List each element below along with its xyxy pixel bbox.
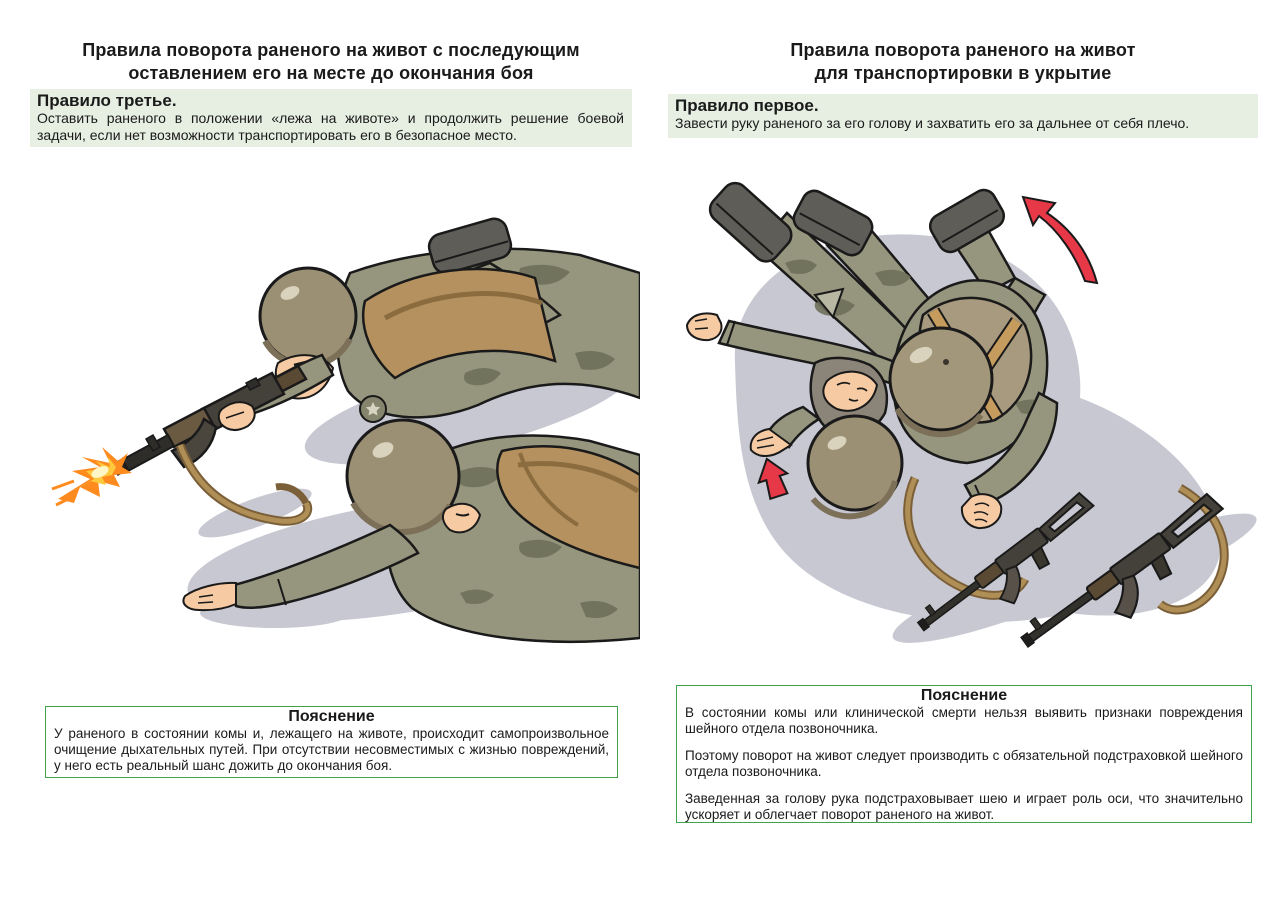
right-rule-box (668, 94, 1258, 138)
right-explanation-heading: Пояснение (920, 687, 1008, 704)
trigger-hand (219, 402, 255, 430)
right-illustration (665, 163, 1265, 660)
left-explanation-heading: Пояснение (288, 708, 375, 725)
assault-rifle (112, 366, 306, 475)
left-explanation-body: У раненого в состоянии комы и, лежащего на животе, происходит самопроизвольное очищение дыхательных путей. При отсутствии несовместимых с жизнью повреждений, у него есть реальный шанс дожить до окончания боя. (54, 726, 609, 773)
right-explanation-paragraph: Заведенная за голову рука подстраховывает шею и играет роль оси, что значительно ускоряет и облегчает поворот раненого на живот. (685, 791, 1243, 822)
right-explanation-paragraph: Поэтому поворот на живот следует производить с обязательной подстраховкой шейного отдела позвоночника. (685, 748, 1243, 779)
right-rule-heading: Правило первое. (675, 96, 819, 115)
right-panel-title (668, 39, 1258, 85)
rescuer-hand (962, 494, 1001, 528)
casualty-fist (687, 313, 722, 340)
left-panel-title (30, 39, 632, 85)
right-rule-body: Завести руку раненого за его голову и захватить его за дальнее от себя плечо. (675, 115, 1190, 131)
left-rule-box (30, 89, 632, 147)
left-title-line1: Правила поворота раненого на живот с последующим (82, 40, 580, 61)
left-illustration (50, 213, 640, 648)
red-curved-arrow-icon (1023, 197, 1097, 283)
right-explanation-paragraph: В состоянии комы или клинической смерти нельзя выявить признаки повреждения шейного отдела позвоночника. (685, 705, 1243, 736)
wounded-soldier (183, 420, 640, 642)
right-illustration-svg (665, 163, 1265, 660)
left-rule-heading: Правило третье. (37, 91, 177, 110)
left-explanation-box (45, 706, 618, 778)
right-explanation-box (676, 685, 1252, 823)
muzzle-flash (52, 447, 132, 505)
left-rule-body: Оставить раненого в положении «лежа на животе» и продолжить решение боевой задачи, если нет возможности транспортировать его в безопасное место. (37, 110, 624, 143)
right-title-line2: для транспортировки в укрытие (814, 63, 1112, 84)
left-illustration-svg (50, 213, 640, 648)
right-title-line1: Правила поворота раненого на живот (790, 40, 1136, 61)
rescuer-helmet (890, 328, 992, 430)
left-title-line2: оставлением его на месте до окончания боя (128, 63, 534, 84)
